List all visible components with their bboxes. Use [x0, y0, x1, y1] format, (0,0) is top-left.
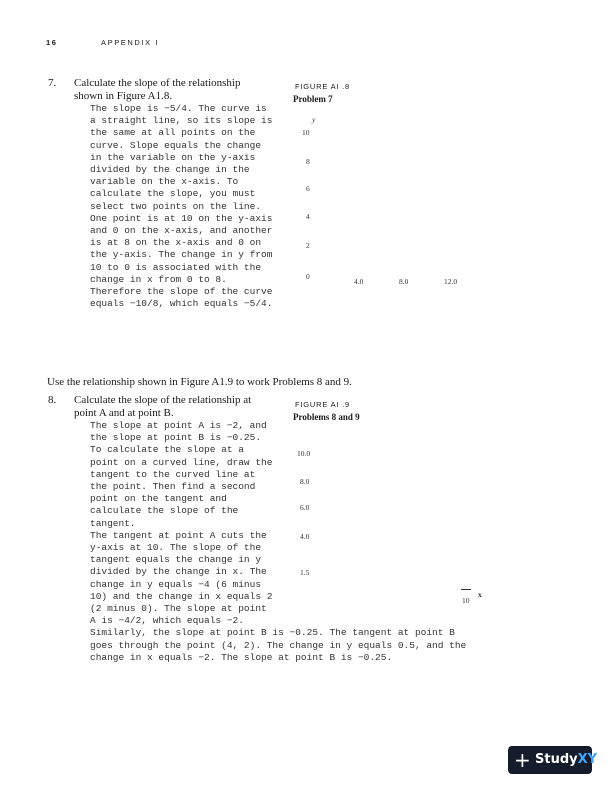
answer-line: the slope at point B is −0.25. — [90, 432, 262, 444]
answer-line: A is −4/2, which equals −2. — [90, 615, 244, 627]
answer-line: tangent. — [90, 517, 136, 529]
y-tick-label: 4.0 — [300, 532, 310, 541]
answer-line: 10 to 0 is associated with the — [90, 261, 262, 273]
problem-7-answer — [90, 103, 272, 310]
x-tick-label: 4.0 — [354, 277, 364, 286]
brand-name — [535, 746, 597, 774]
answer-line: is at 8 on the x-axis and 0 on — [90, 237, 262, 249]
studyxy-badge[interactable] — [508, 746, 598, 774]
answer-line: point on a curved line, draw the — [90, 456, 273, 468]
answer-line: in the variable on the y-axis — [90, 151, 256, 163]
problem-7-number: 7. — [48, 77, 57, 89]
x-tick-label: 10 — [462, 596, 470, 605]
answer-line: The slope at point A is −2, and — [90, 420, 267, 431]
figure-a18-caption: FIGURE AI .8 — [295, 82, 351, 91]
answer-line: variable on the x-axis. To — [90, 176, 239, 188]
y-tick-label: 6 — [306, 184, 310, 193]
y-tick-label: 10.0 — [297, 449, 311, 458]
brand-name-main: Study — [535, 752, 578, 767]
figure-a19-title: Problems 8 and 9 — [293, 412, 360, 422]
answer-line: calculate the slope, you must — [90, 188, 256, 200]
answer-line: curve. Slope equals the change — [90, 139, 262, 151]
y-tick-label: 8.0 — [300, 477, 310, 486]
y-tick-label: 6.0 — [300, 503, 310, 512]
answer-line: y-axis at 10. The slope of the — [90, 542, 262, 554]
answer-line: point on the tangent and — [90, 493, 227, 505]
answer-line: tangent to the curved line at — [90, 468, 256, 480]
y-tick-label: 1.5 — [300, 568, 310, 577]
problem-8-answer — [90, 420, 466, 664]
answer-line: Similarly, the slope at point B is −0.25. The tangent at point B — [90, 627, 455, 639]
problem-8-number: 8. — [48, 394, 57, 406]
figure-a18-title: Problem 7 — [293, 94, 333, 104]
answer-line: divided by the change in x. The — [90, 566, 267, 578]
answer-line: change in y equals −4 (6 minus — [90, 578, 262, 590]
problem-7-question-line-1: Calculate the slope of the relationship — [74, 77, 241, 89]
y-tick-label: 8 — [306, 157, 310, 166]
figure-a19-x-axis-label: x — [478, 590, 482, 599]
y-tick-label: 2 — [306, 241, 310, 250]
answer-line: equals −10/8, which equals −5/4. — [90, 298, 273, 310]
answer-line: Therefore the slope of the curve — [90, 286, 273, 298]
y-tick-label: 10 — [302, 128, 310, 137]
problem-7-question — [74, 77, 240, 102]
problem-8-question — [74, 394, 251, 419]
answer-line: calculate the slope of the — [90, 505, 239, 517]
x-tick-label: 8.0 — [399, 277, 409, 286]
intro-problems-8-9: Use the relationship shown in Figure A1.9 to work Problems 8 and 9. — [47, 376, 352, 388]
answer-line: change in x from 0 to 8. — [90, 273, 227, 285]
answer-line: and 0 on the x-axis, and another — [90, 225, 273, 237]
brand-name-accent: XY — [577, 752, 598, 767]
answer-line: tangent equals the change in y — [90, 554, 262, 566]
y-tick-label: 0 — [306, 272, 310, 281]
answer-line: the same at all points on the — [90, 127, 256, 139]
answer-line: The tangent at point A cuts the — [90, 529, 267, 541]
page-number: 16 — [46, 38, 58, 47]
answer-line: goes through the point (4, 2). The change in y equals 0.5, and the — [90, 639, 467, 651]
problem-8-question-line-2: point A and at point B. — [74, 406, 174, 419]
answer-line: The slope is −5/4. The curve is — [90, 103, 267, 114]
answer-line: change in x equals −2. The slope at point B is −0.25. — [90, 651, 393, 663]
appendix-title: APPENDIX I — [101, 38, 160, 47]
problem-7-question-line-2: shown in Figure A1.8. — [74, 89, 173, 102]
x-tick-label: 12.0 — [444, 277, 458, 286]
x-tick-overline — [461, 589, 471, 590]
answer-line: One point is at 10 on the y-axis — [90, 212, 273, 224]
answer-line: the point. Then find a second — [90, 481, 256, 493]
plus-icon: + — [514, 748, 531, 772]
answer-line: select two points on the line. — [90, 200, 262, 212]
figure-a18-y-axis-label: y — [312, 115, 316, 124]
answer-line: divided by the change in the — [90, 164, 250, 176]
answer-line: To calculate the slope at a — [90, 444, 244, 456]
answer-line: 10) and the change in x equals 2 — [90, 590, 273, 602]
answer-line: a straight line, so its slope is — [90, 115, 273, 127]
y-tick-label: 4 — [306, 212, 310, 221]
answer-line: (2 minus 0). The slope at point — [90, 603, 267, 615]
figure-a19-caption: FIGURE AI .9 — [295, 400, 351, 409]
problem-8-question-line-1: Calculate the slope of the relationship at — [74, 394, 252, 406]
answer-line: the y-axis. The change in y from — [90, 249, 273, 261]
